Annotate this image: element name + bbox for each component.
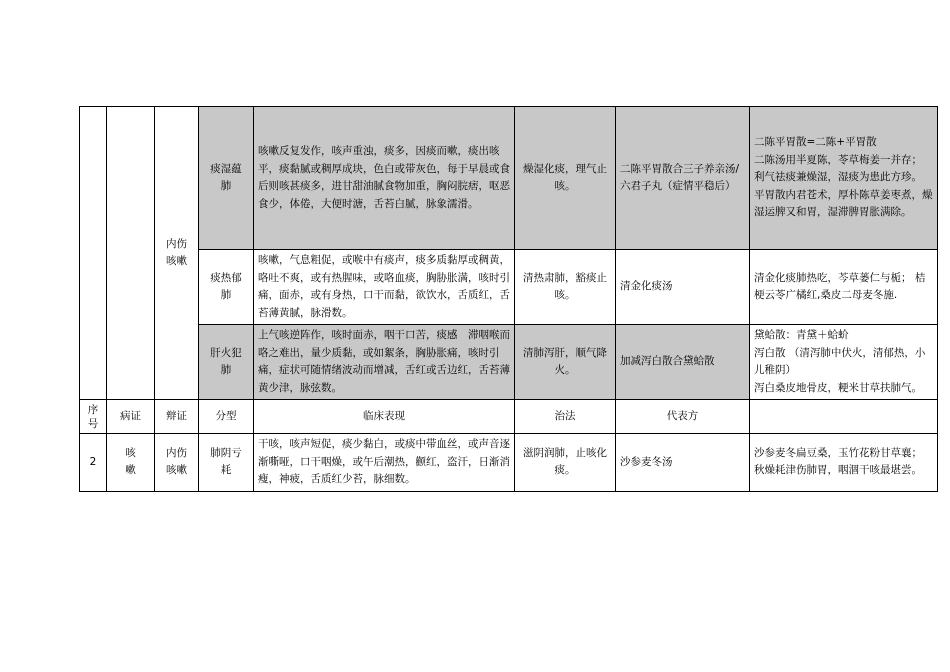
type-cell: 痰热郁 肺: [199, 250, 254, 325]
note-line: 清金化痰肺热吃，芩草蒌仁与栀； 桔梗云苓广橘红,桑皮二母麦冬施.: [754, 271, 926, 301]
header-treatment: 治法: [515, 400, 616, 434]
header-type: 分型: [199, 400, 254, 434]
notes-cell: [750, 325, 938, 400]
document-table-region: [79, 106, 938, 492]
notes-cell: [750, 250, 938, 325]
differentiation-cell: 内伤 咳嗽: [155, 107, 199, 400]
type-cell: 肺阴亏 耗: [199, 434, 254, 492]
note-line: 平胃散内君苍术，厚朴陈草姜枣煮，燥湿运脾又和胃，湿滞脾胃胀满除。: [754, 188, 933, 219]
treatment-cell: 清肺泻肝，顺气降火。: [515, 325, 616, 400]
treatment-cell: 清热肃肺，豁痰止咳。: [515, 250, 616, 325]
header-disease: 病证: [107, 400, 155, 434]
notes-cell: [750, 434, 938, 492]
note-line: 泻白桑皮地骨皮，粳米甘草扶肺气。: [754, 381, 922, 394]
header-notes: [750, 400, 938, 434]
seq-cell-empty: [80, 107, 107, 400]
symptoms-cell: 咳嗽反复发作，咳声重浊，痰多，因痰而嗽，痰出咳平，痰黏腻或稠厚成块，色白或带灰色，每于早晨或食后则咳甚痰多，进甘甜油腻食物加重，胸闷脘痞，呕恶食少，体倦，大便时溏，舌苔白腻，脉象濡滑。: [254, 107, 515, 250]
table-row: [80, 250, 938, 325]
type-cell: 痰湿蕴 肺: [199, 107, 254, 250]
formula-cell: 清金化痰汤: [616, 250, 750, 325]
formula-cell: 二陈平胃散合三子养亲汤/六君子丸（症情平稳后）: [616, 107, 750, 250]
treatment-cell: 燥湿化痰，理气止咳。: [515, 107, 616, 250]
note-line: 利气祛痰兼燥湿，湿痰为患此方珍。: [754, 171, 922, 184]
table-row: [80, 325, 938, 400]
header-seq: 序 号: [80, 400, 107, 434]
header-differentiation: 辩证: [155, 400, 199, 434]
symptoms-cell: 上气咳逆阵作，咳时面赤，咽干口苦，痰感 滞咽喉而咯之难出，量少质黏，或如絮条，胸胁胀痛，咳时引痛，症状可随情绪波动而增减，舌红或舌边红，舌苔薄黄少津，脉弦数。: [254, 325, 515, 400]
type-cell: 肝火犯 肺: [199, 325, 254, 400]
note-line: 二陈平胃散=二陈+平胃散: [754, 136, 877, 149]
treatment-cell: 滋阴润肺，止咳化痰。: [515, 434, 616, 492]
differentiation-cell: 内伤 咳嗽: [155, 434, 199, 492]
header-formula: 代表方: [616, 400, 750, 434]
note-line: 泻白散 （清泻肺中伏火，清郁热，小儿稚阴）: [754, 346, 926, 376]
table-header-row: [80, 400, 938, 434]
formula-cell: 沙参麦冬汤: [616, 434, 750, 492]
symptoms-cell: 干咳，咳声短促，痰少黏白，或痰中带血丝，或声音逐渐嘶哑，口干咽燥，或午后潮热，颧红，盗汗，日渐消瘦，神疲，舌质红少苔，脉细数。: [254, 434, 515, 492]
table-row: [80, 107, 938, 250]
disease-cell: 咳 嗽: [107, 434, 155, 492]
note-line: 二陈汤用半夏陈，苓草梅姜一并存；: [754, 153, 922, 166]
note-line: 沙参麦冬扁豆桑，玉竹花粉甘草襄；: [754, 446, 922, 459]
seq-cell: 2: [80, 434, 107, 492]
note-line: 黛蛤散：青黛＋蛤蚧: [754, 329, 849, 341]
formula-cell: 加减泻白散合黛蛤散: [616, 325, 750, 400]
symptoms-cell: 咳嗽，气息粗促，或喉中有痰声，痰多质黏厚或稠黄，咯吐不爽，或有热腥味，或咯血痰，胸胁胀满，咳时引痛，面赤，或有身热，口干而黏，欲饮水，舌质红，舌苔薄黄腻，脉滑数。: [254, 250, 515, 325]
note-line: 秋燥耗津伤肺胃，咽涸干咳最堪尝。: [754, 464, 922, 477]
table-row: [80, 434, 938, 492]
notes-cell: [750, 107, 938, 250]
tcm-cough-table: [79, 106, 938, 492]
header-symptoms: 临床表现: [254, 400, 515, 434]
disease-cell-empty: [107, 107, 155, 400]
